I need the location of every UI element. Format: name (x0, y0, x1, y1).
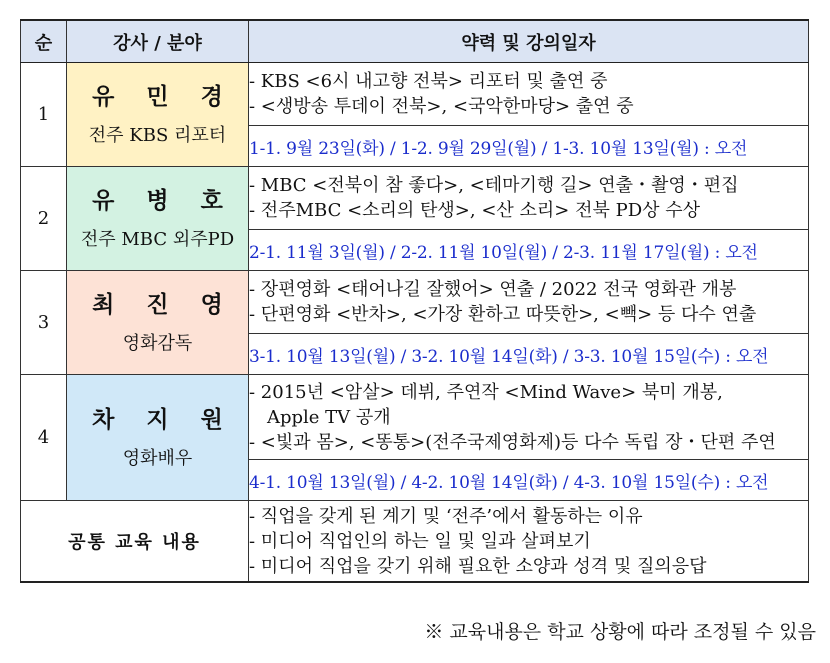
lecture-dates: 3-1. 10월 13일(월) / 3-2. 10월 14일(화) / 3-3. 10월 15일(수) : 오전 (249, 334, 809, 375)
career-cell (249, 271, 809, 334)
instructor-row (21, 63, 809, 126)
instructor-row (21, 375, 809, 460)
instructor-name: 최 진 영 (92, 290, 235, 318)
instructor-name: 유 민 경 (92, 82, 235, 110)
career-line: - 2015년 <암살> 데뷔, 주연작 <Mind Wave> 북미 개봉, (249, 381, 723, 403)
common-item: - 미디어 직업인의 하는 일 및 일과 살펴보기 (249, 530, 591, 552)
career-line: - 장편영화 <태어나길 잘했어> 연출 / 2022 전국 영화관 개봉 (249, 279, 737, 300)
instructor-cell (67, 63, 249, 167)
row-number: 4 (21, 375, 67, 501)
career-line: - 전주MBC <소리의 탄생>, <산 소리> 전북 PD상 수상 (249, 200, 701, 221)
header-career: 약력 및 강의일자 (249, 20, 809, 63)
career-cell (249, 375, 809, 460)
row-number: 3 (21, 271, 67, 375)
instructor-name: 차 지 원 (92, 405, 235, 433)
lecture-dates: 4-1. 10월 13일(월) / 4-2. 10월 14일(화) / 4-3. 10월 15일(수) : 오전 (249, 460, 809, 501)
common-content-row (21, 501, 809, 583)
career-cell (249, 167, 809, 230)
row-number: 1 (21, 63, 67, 167)
career-line: Apple TV 공개 (267, 406, 391, 428)
instructor-field: 전주 MBC 외주PD (80, 228, 235, 250)
instructor-cell (67, 375, 249, 501)
header-no: 순 (21, 20, 67, 63)
lecture-schedule-table (20, 19, 809, 583)
career-line: - <생방송 투데이 전북>, <국악한마당> 출연 중 (249, 96, 634, 117)
common-item: - 직업을 갖게 된 계기 및 ‘전주’에서 활동하는 이유 (249, 505, 643, 527)
instructor-name: 유 병 호 (92, 186, 235, 214)
career-line: - KBS <6시 내고향 전북> 리포터 및 출연 중 (249, 71, 608, 92)
instructor-field: 영화배우 (122, 447, 193, 469)
instructor-field: 영화감독 (122, 332, 193, 354)
footnote: ※ 교육내용은 학교 상황에 따라 조정될 수 있음 (424, 621, 816, 643)
table-header-row (21, 20, 809, 63)
instructor-field: 전주 KBS 리포터 (88, 124, 227, 146)
instructor-cell (67, 271, 249, 375)
common-content-label: 공통 교육 내용 (21, 501, 249, 583)
career-cell (249, 63, 809, 126)
lecture-dates: 1-1. 9월 23일(화) / 1-2. 9월 29일(월) / 1-3. 10월 13일(월) : 오전 (249, 126, 809, 167)
header-instructor: 강사 / 분야 (67, 20, 249, 63)
career-line: - <빛과 몸>, <똥통>(전주국제영화제)등 다수 독립 장・단편 주연 (249, 431, 776, 453)
instructor-row (21, 271, 809, 334)
common-item: - 미디어 직업을 갖기 위해 필요한 소양과 성격 및 질의응답 (249, 555, 707, 577)
career-line: - 단편영화 <반차>, <가장 환하고 따뜻한>, <빽> 등 다수 연출 (249, 304, 757, 325)
instructor-row (21, 167, 809, 230)
row-number: 2 (21, 167, 67, 271)
common-content-cell (249, 501, 809, 583)
instructor-cell (67, 167, 249, 271)
lecture-dates: 2-1. 11월 3일(월) / 2-2. 11월 10일(월) / 2-3. 11월 17일(월) : 오전 (249, 230, 809, 271)
career-line: - MBC <전북이 참 좋다>, <테마기행 길> 연출・촬영・편집 (249, 175, 739, 196)
